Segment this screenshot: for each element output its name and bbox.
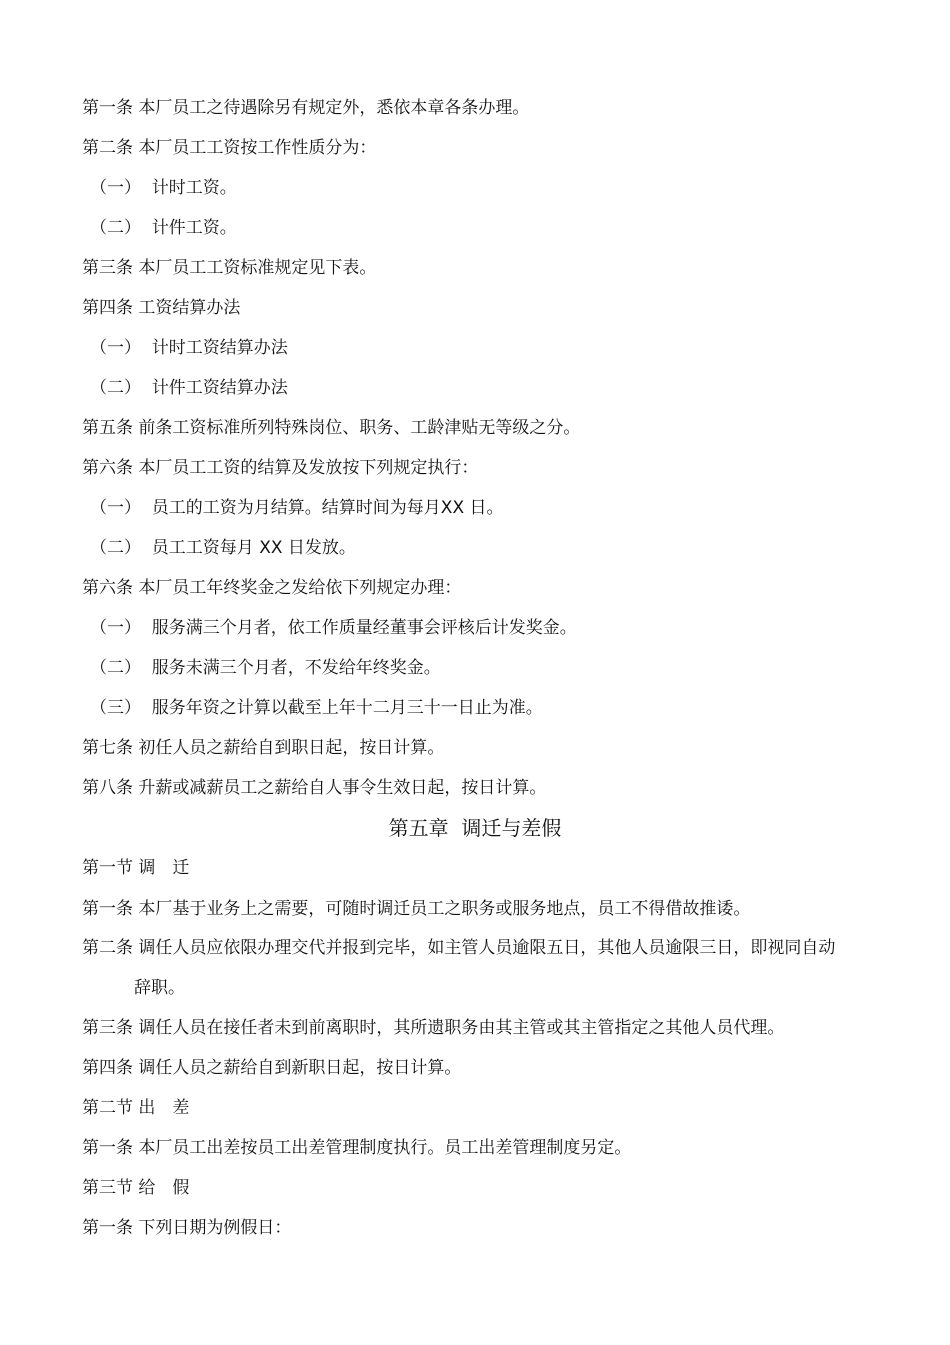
article-line: 第八条 升薪或减薪员工之薪给自人事令生效日起，按日计算。: [82, 778, 547, 798]
article-line: 第一条 本厂员工出差按员工出差管理制度执行。员工出差管理制度另定。: [82, 1138, 632, 1158]
sub-item-line: （一） 员工的工资为月结算。结算时间为每月XX 日。: [90, 498, 504, 518]
article-line: 第六条 本厂员工年终奖金之发给依下列规定办理：: [82, 578, 462, 598]
section-heading: 第三节 给 假: [82, 1178, 190, 1198]
section-heading: 第二节 出 差: [82, 1098, 190, 1118]
article-line: 第二条 调任人员应依限办理交代并报到完毕，如主管人员逾限五日，其他人员逾限三日，即视同自动: [82, 938, 836, 958]
article-line: 第三条 本厂员工工资标准规定见下表。: [82, 258, 377, 278]
article-line: 第一条 本厂员工之待遇除另有规定外，悉依本章各条办理。: [82, 98, 530, 118]
article-line: 第七条 初任人员之薪给自到职日起，按日计算。: [82, 738, 445, 758]
sub-item-line: （一） 服务满三个月者，依工作质量经董事会评核后计发奖金。: [90, 618, 577, 638]
article-line: 第五条 前条工资标准所列特殊岗位、职务、工龄津贴无等级之分。: [82, 418, 581, 438]
article-line: 第二条 本厂员工工资按工作性质分为：: [82, 138, 377, 158]
sub-item-line: （三） 服务年资之计算以截至上年十二月三十一日止为准。: [90, 698, 543, 718]
sub-item-line: （二） 员工工资每月 XX 日发放。: [90, 538, 356, 558]
sub-item-line: （二） 计件工资结算办法: [90, 378, 288, 398]
article-line: 第一条 本厂基于业务上之需要，可随时调迁员工之职务或服务地点，员工不得借故推诿。: [82, 899, 751, 919]
sub-item-line: （二） 计件工资。: [90, 218, 237, 238]
article-line: 第六条 本厂员工工资的结算及发放按下列规定执行：: [82, 458, 479, 478]
chapter-heading: 第五章 调迁与差假: [388, 816, 562, 840]
article-line: 第四条 调任人员之薪给自到新职日起，按日计算。: [82, 1058, 462, 1078]
sub-item-line: （一） 计时工资结算办法: [90, 338, 288, 358]
article-line: 第一条 下列日期为例假日：: [82, 1218, 292, 1238]
article-continuation: 辞职。: [134, 978, 185, 998]
sub-item-line: （二） 服务未满三个月者，不发给年终奖金。: [90, 658, 441, 678]
article-line: 第四条 工资结算办法: [82, 298, 241, 318]
sub-item-line: （一） 计时工资。: [90, 178, 237, 198]
section-heading: 第一节 调 迁: [82, 858, 190, 878]
article-line: 第三条 调任人员在接任者未到前离职时，其所遗职务由其主管或其主管指定之其他人员代理。: [82, 1018, 785, 1038]
